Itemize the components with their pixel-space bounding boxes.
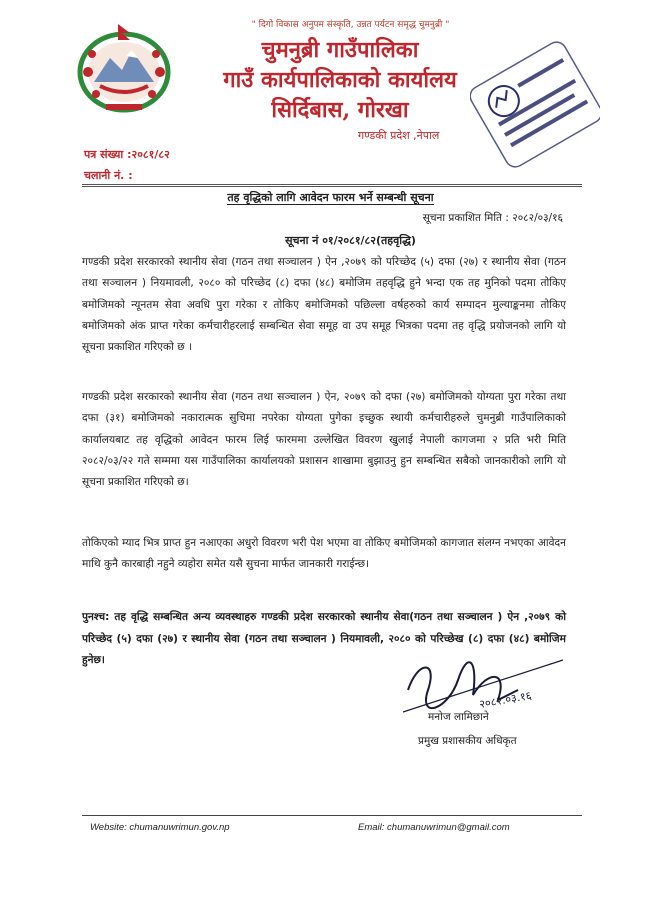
- office-name-line2: गाउँ कार्यपालिकाको कार्यालय: [223, 67, 457, 93]
- footer-website[interactable]: Website: chumanuwrimun.gov.np: [90, 822, 230, 833]
- signer-title: प्रमुख प्रशासकीय अधिकृत: [418, 735, 517, 747]
- footer-divider: [82, 815, 582, 816]
- signer-name: मनोज लामिछाने: [428, 711, 489, 723]
- header-divider: [82, 184, 582, 185]
- signature-date: २०८२.०३.१६: [478, 688, 533, 711]
- paragraph-postscript: पुनश्च: तह वृद्धि सम्बन्धित अन्य व्यवस्थाहरु गण्डकी प्रदेश सरकारको स्थानीय सेवा(गठन तथा सञ्चालन ) ऐन ,२०७९ को परिच्छेद (५) दफा (२७) र स्थानीय सेवा (गठन तथा सञ्चालन ) नियमावली, २०८० को परिच्छेख (८) दफा (४८) बमोजिम हुनेछ।: [82, 611, 566, 666]
- published-date: सूचना प्रकाशित मिति : २०८२/०३/१६: [422, 212, 563, 224]
- notice-subject: [0, 190, 661, 205]
- notice-number: सूचना नं ०१/२०८१/८२(तहवृद्धि): [285, 234, 416, 247]
- tagline: " दिगो विकास अनुपम संस्कृति, उन्नत पर्यटन समृद्ध चुमनुब्री ": [251, 20, 450, 30]
- nepal-emblem-icon: [70, 20, 178, 116]
- office-stamp-icon: [470, 40, 600, 170]
- office-name-line3: सिर्दिबास, गोरखा: [271, 97, 409, 123]
- paragraph-3: तोकिएको म्याद भित्र प्राप्त हुन नआएका अधुरो विवरण भरी पेश भएमा वा तोकिए बमोजिमको कागजात संलग्न नभएका आवेदन माथि कुनै कारबाही नहुने व्यहोरा समेत यसै सुचना मार्फत जानकारी गराईन्छ।: [82, 537, 566, 571]
- office-name-line1: चुमनुब्री गाउँपालिका: [261, 37, 419, 63]
- paragraph-2: गण्डकी प्रदेश सरकारको स्थानीय सेवा (गठन तथा सञ्चालन ) ऐन, २०७९ को दफा (२७) बमोजिमको योग्यता पुरा गरेका तथा दफा (३१) बमोजिमको नकारात्मक सुचिमा नपरेका योग्यता पुगेका इच्छुक स्थायी कर्मचारीहरुले चुमनुब्री गाउँपालिकाको कार्यालयबाट तह वृद्धिको आवेदन फारम लिई फारममा उल्लेखित विवरण खुलाई नेपाली कागजमा २ प्रति भरी मिति २०८२/०३/२२ गते सम्ममा यस गाउँपालिका कार्यालयको प्रशासन शाखामा बुझाउनु हुन सम्बन्धित सबैको जानकारीको लागि यो सूचना प्रकाशित गरिएको छ।: [82, 391, 566, 489]
- province-label: गण्डकी प्रदेश ,नेपाल: [358, 129, 440, 142]
- paragraph-1: गण्डकी प्रदेश सरकारको स्थानीय सेवा (गठन तथा सञ्चालन ) ऐन ,२०७९ को परिच्छेद (५) दफा (२७) र स्थानीय सेवा (गठन तथा सञ्चालन ) नियमावली, २०८० को परिच्छेद (८) दफा (४८) बमोजिम तहवृद्धि हुने भन्दा एक तह मुनिको पदमा तोकिए बमोजिमको न्यूनतम सेवा अवधि पुरा गरेका र तोकिए बमोजिमको पछिल्ला वर्षहरुको कार्य सम्पादन मुल्याङ्कनमा तोकिए बमोजिमको अंक प्राप्त गरेका कर्मचारीहरलाई सम्बन्धित सेवा समूह वा उप समूह भित्रका पदमा तह वृद्धि प्रयोजनको लागि यो सूचना प्रकाशित गरिएको छ ।: [82, 256, 566, 354]
- header-divider-second: [82, 186, 582, 187]
- notice-subject-text: तह वृद्धिको लागि आवेदन फारम भर्ने सम्बन्धी सूचना: [227, 191, 434, 204]
- footer-email[interactable]: Email: chumanuwrimun@gmail.com: [358, 822, 510, 833]
- letter-number: पत्र संख्या :२०८१/८२: [84, 148, 170, 161]
- dispatch-number: चलानी नं. :: [84, 169, 133, 182]
